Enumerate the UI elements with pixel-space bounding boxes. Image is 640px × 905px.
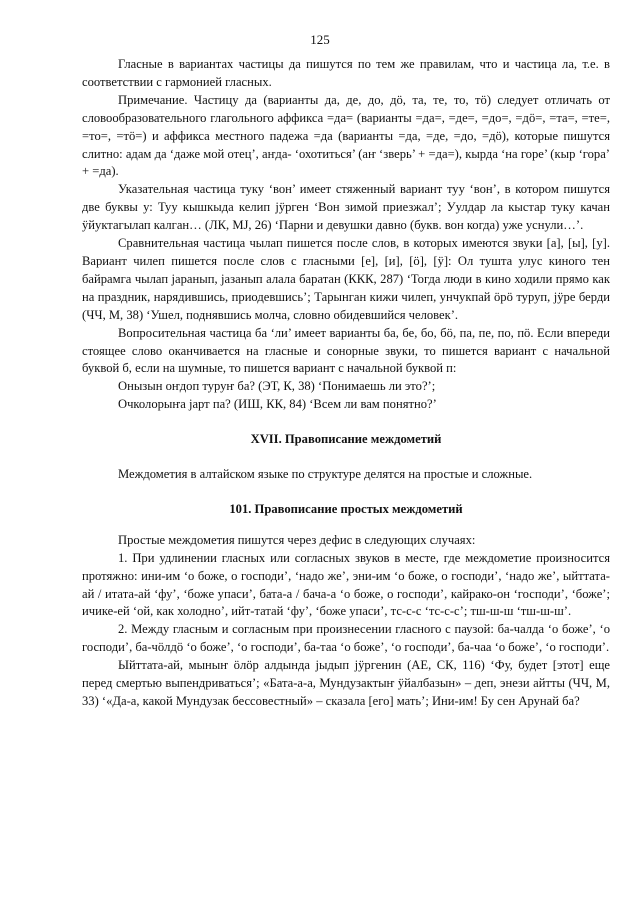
paragraph-rule-2: 2. Между гласным и согласным при произнесении гласного с паузой: ба-чалда ‘о боже’, ‘о господи’, ба-чӧлдӧ ‘о боже’, ‘о господи’, ба-таа ‘о боже’, ‘о господи’, ба-чаа ‘о боже’, ‘о господи’.: [82, 622, 610, 655]
paragraph-vowel-variants: Гласные в вариантах частицы да пишутся по тем же правилам, что и частица ла, т.е. в соответствии с гармонией гласных.: [82, 57, 610, 89]
spacer: [82, 449, 610, 466]
paragraph-examples: Ыйттата-ай, мыныҥ ӧлӧр алдында јыдып јӱргенин (АЕ, СК, 116) ‘Фу, будет [этот] еще перед смертью выпендриваться’; «Бата-а-а, Мундузактыҥ ӱйалбазын» – деп, энези айтты (ЧЧ, М, 33) ‘«Да-а, какой Мундузак бессовестный» – сказала [его] мать’; Ини-им! Бу сен Арунай ба?: [82, 658, 610, 708]
section-heading-101: 101. Правописание простых междометий: [229, 501, 463, 516]
paragraph-rule-1: 1. При удлинении гласных или согласных звуков в месте, где междометие произносится протяжно: ини-им ‘о боже, о господи’, ‘надо же’, эни-им ‘о боже, о господи’, ‘надо же’, ыйттата-ай / итата-ай ‘фу’, ‘боже упаси’, бата-а / бача-а ‘о боже, о господи’, кайрако-он ‘господи’, ‘боже’; ичике-ей ‘ой, как холодно’, ийт-татай ‘фу’, ‘боже упаси’, тс-с-с ‘тс-с-с’; тш-ш-ш ‘тш-ш-ш’.: [82, 550, 610, 619]
page-number: 125: [310, 32, 330, 47]
spacer: [82, 519, 610, 532]
spacer: [82, 414, 610, 431]
example-line-2: Очколорыҥа јарт па? (ИШ, КК, 84) ‘Всем ли вам понятно?’: [118, 397, 437, 412]
section-heading-xvii: XVII. Правописание междометий: [250, 432, 442, 447]
paragraph-interrogative-particle: Вопросительная частица ба ‘ли’ имеет варианты ба, бе, бо, бӧ, па, пе, по, пӧ. Если впереди стоящее слово оканчивается на гласные и сонорные звуки, то пишется вариант с начальной буквой б, если на шумные, то пишется вариант с начальной буквой п:: [82, 325, 610, 376]
paragraph-note: Примечание. Частицу да (варианты да, де, до, дӧ, та, те, то, тӧ) следует отличать от словообразовательного глагольного аффикса =да= (варианты =да=, =де=, =до=, =дӧ=, =та=, =те=, =то=, =тӧ=) и аффикса местного падежа =да (варианты =да, =де, =до, =дӧ), которые пишутся слитно: адам да ‘даже мой отец’, аҥда- ‘охотиться’ (аҥ ‘зверь’ + =да=), кырда ‘на горе’ (кыр ‘гора’ + =да).: [82, 92, 610, 179]
example-line-1: Онызын оҥдоп туруҥ ба? (ЭТ, К, 38) ‘Понимаешь ли это?’;: [118, 379, 436, 394]
paragraph-comparative-particle: Сравнительная частица чылап пишется после слов, в которых имеются звуки [а], [ы], [у]. Вариант чилеп пишется после слов с гласными [е], [и], [ӧ], [ӱ]: Ол тушта улус киного тен байрамга чылап јаранып, јазанып алала баратан (ККК, 287) ‘Тогда люди в кино ходили прямо как на праздник, нарядившись, приодевшись’; Тарынган кижи чилеп, унчукпай ӧрӧ туруп, јӱре берди (ЧЧ, М, 38) ‘Ушел, поднявшись молча, словно обидевшийся человек’.: [82, 236, 610, 322]
paragraph-simple-interjections: Простые междометия пишутся через дефис в следующих случаях:: [118, 532, 476, 547]
spacer: [82, 484, 610, 501]
paragraph-interjections-intro: Междометия в алтайском языке по структуре делятся на простые и сложные.: [118, 467, 533, 482]
page-body: [82, 56, 610, 711]
paragraph-demonstrative-particle: Указательная частица туку ‘вон’ имеет стяженный вариант туу ‘вон’, в котором пишутся две буквы у: Туу кышкыда келип јӱрген ‘Вон зимой приезжал’; Уулдар ла кыстар туку качан ӱйуктагылап калган… (ЛК, МЈ, 26) ‘Парни и девушки давно (букв. вон когда) уже уснули…’.: [82, 182, 610, 233]
